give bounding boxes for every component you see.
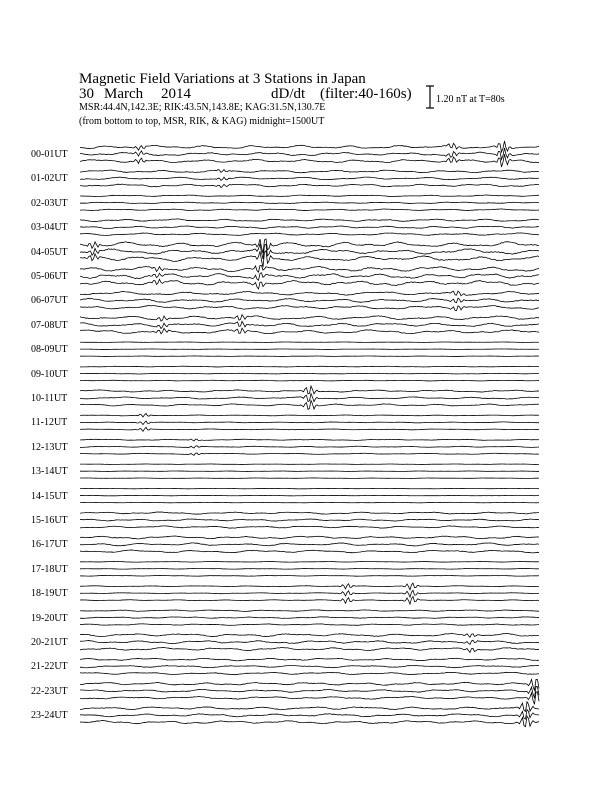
trace-rik-16-17ut (80, 543, 539, 546)
hour-label: 21-22UT (31, 661, 68, 673)
trace-rik-02-03ut (80, 202, 539, 203)
trace-kag-15-16ut (80, 526, 539, 528)
trace-rik-00-01ut (80, 148, 539, 159)
hour-label: 20-21UT (31, 637, 68, 648)
trace-rik-08-09ut (80, 349, 539, 350)
trace-msr-18-19ut (80, 583, 539, 590)
trace-rik-17-18ut (80, 568, 539, 569)
trace-kag-17-18ut (80, 575, 539, 576)
trace-msr-21-22ut (80, 658, 539, 661)
trace-msr-00-01ut (80, 141, 539, 152)
trace-msr-20-21ut (80, 633, 539, 637)
hour-label: 15-16UT (31, 515, 68, 526)
trace-rik-21-22ut (80, 665, 539, 667)
hour-label: 11-12UT (31, 417, 68, 429)
trace-kag-02-03ut (80, 209, 539, 211)
filter-label: (filter:40-160s) (320, 86, 412, 102)
hour-label: 10-11UT (31, 393, 68, 404)
trace-kag-03-04ut (80, 233, 539, 236)
hour-label: 17-18UT (31, 563, 68, 575)
trace-kag-23-24ut (80, 716, 539, 727)
hour-label: 12-13UT (31, 441, 68, 453)
trace-rik-06-07ut (80, 298, 539, 303)
hour-label: 02-03UT (31, 197, 68, 209)
trace-kag-06-07ut (80, 305, 539, 310)
trace-kag-21-22ut (80, 672, 539, 674)
trace-msr-12-13ut (80, 439, 539, 441)
hour-label: 07-08UT (31, 319, 68, 331)
hour-label: 06-07UT (31, 295, 68, 307)
trace-rik-12-13ut (80, 446, 539, 448)
trace-kag-01-02ut (80, 184, 539, 188)
trace-msr-23-24ut (80, 702, 539, 712)
station-order-note: (from bottom to top, MSR, RIK, & KAG) midnight=1500UT (79, 116, 325, 127)
hour-label: 19-20UT (31, 612, 68, 624)
trace-kag-08-09ut (80, 356, 539, 357)
trace-msr-09-10ut (80, 366, 539, 367)
trace-kag-20-21ut (80, 647, 539, 652)
trace-msr-22-23ut (80, 679, 539, 690)
trace-group (80, 141, 539, 727)
trace-rik-23-24ut (80, 709, 539, 719)
trace-kag-18-19ut (80, 596, 539, 604)
trace-msr-11-12ut (80, 413, 539, 417)
trace-msr-03-04ut (80, 219, 539, 222)
trace-rik-09-10ut (80, 373, 539, 374)
hour-label: 09-10UT (31, 368, 68, 380)
date-month: March (104, 86, 144, 102)
date-day: 30 (79, 86, 94, 102)
trace-msr-19-20ut (80, 610, 539, 612)
trace-kag-00-01ut (80, 154, 539, 167)
trace-msr-05-06ut (80, 265, 539, 272)
trace-rik-22-23ut (80, 686, 539, 697)
trace-kag-07-08ut (80, 328, 539, 334)
trace-kag-12-13ut (80, 453, 539, 455)
station-coordinates: MSR:44.4N,142.3E; RIK:43.5N,143.8E; KAG:31.5N,130.7E (79, 102, 326, 113)
hour-label: 22-23UT (31, 685, 68, 697)
trace-msr-10-11ut (80, 386, 539, 394)
trace-kag-16-17ut (80, 550, 539, 553)
trace-kag-22-23ut (80, 692, 539, 705)
scale-label: 1.20 nT at T=80s (436, 94, 505, 105)
hour-label: 00-01UT (31, 149, 68, 160)
trace-msr-04-05ut (80, 239, 539, 253)
trace-msr-13-14ut (80, 464, 539, 465)
hour-label: 14-15UT (31, 490, 68, 502)
trace-msr-16-17ut (80, 536, 539, 539)
trace-kag-10-11ut (80, 400, 539, 409)
trace-rik-07-08ut (80, 321, 539, 328)
trace-rik-10-11ut (80, 394, 539, 402)
hour-label: 05-06UT (31, 271, 68, 282)
trace-rik-19-20ut (80, 617, 539, 619)
trace-rik-01-02ut (80, 177, 539, 180)
trace-kag-14-15ut (80, 502, 539, 503)
trace-rik-13-14ut (80, 471, 539, 472)
trace-msr-01-02ut (80, 170, 539, 173)
chart-title: Magnetic Field Variations at 3 Stations in Japan (79, 71, 366, 87)
trace-rik-14-15ut (80, 495, 539, 496)
trace-rik-18-19ut (80, 590, 539, 597)
trace-msr-17-18ut (80, 561, 539, 562)
date-year: 2014 (161, 86, 191, 102)
trace-rik-03-04ut (80, 226, 539, 228)
trace-kag-05-06ut (80, 279, 539, 289)
trace-kag-19-20ut (80, 624, 539, 626)
hour-label: 03-04UT (31, 222, 68, 234)
hour-label: 16-17UT (31, 539, 68, 551)
trace-msr-15-16ut (80, 512, 539, 514)
hour-label: 08-09UT (31, 344, 68, 356)
quantity-label: dD/dt (271, 86, 306, 102)
trace-kag-11-12ut (80, 427, 539, 431)
trace-rik-11-12ut (80, 421, 539, 425)
hour-label: 01-02UT (31, 173, 68, 185)
hour-label: 23-24UT (31, 710, 68, 722)
trace-kag-09-10ut (80, 380, 539, 381)
trace-msr-07-08ut (80, 315, 539, 321)
trace-msr-02-03ut (80, 195, 539, 197)
hour-label: 18-19UT (31, 588, 68, 600)
trace-rik-05-06ut (80, 273, 539, 280)
hour-label: 04-05UT (31, 246, 68, 258)
trace-rik-20-21ut (80, 640, 539, 644)
trace-msr-06-07ut (80, 291, 539, 296)
hour-label: 13-14UT (31, 466, 68, 478)
trace-rik-15-16ut (80, 519, 539, 521)
